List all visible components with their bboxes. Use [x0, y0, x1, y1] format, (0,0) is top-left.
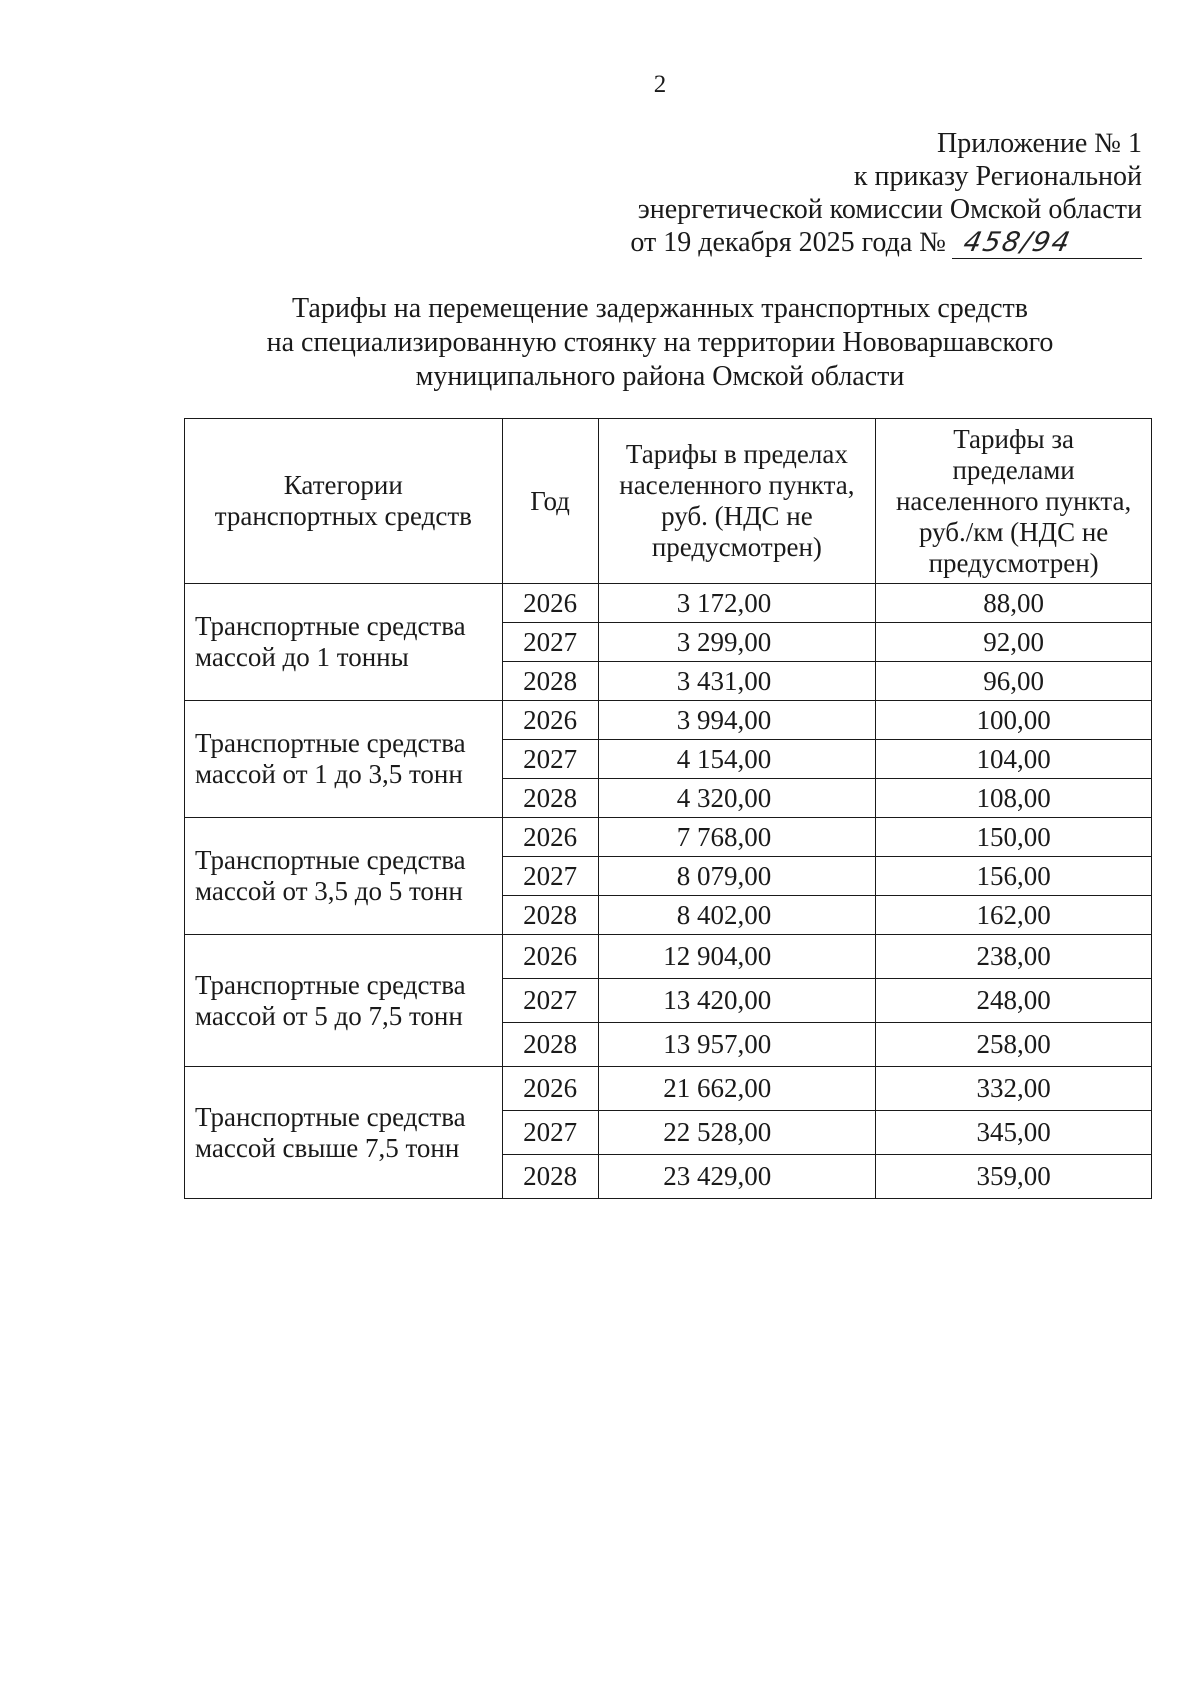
in-city-tariff-cell: 12 904,00 — [598, 935, 876, 979]
header-in-city-line: предусмотрен) — [651, 532, 822, 562]
in-city-tariff-cell: 7 768,00 — [598, 818, 876, 857]
out-city-tariff-cell: 100,00 — [876, 701, 1152, 740]
out-city-tariff-cell: 332,00 — [876, 1067, 1152, 1111]
table-row — [185, 701, 1152, 740]
appendix-order-date-line — [630, 226, 1142, 259]
appendix-title: Приложение № 1 — [937, 128, 1142, 159]
category-line: Транспортные средства — [195, 728, 466, 758]
category-line: массой от 1 до 3,5 тонн — [195, 759, 463, 789]
in-city-tariff-cell: 3 299,00 — [598, 623, 876, 662]
year-cell: 2028 — [502, 896, 598, 935]
in-city-tariff-cell: 4 320,00 — [598, 779, 876, 818]
category-line: массой от 3,5 до 5 тонн — [195, 876, 463, 906]
document-title-line-1: Тарифы на перемещение задержанных транспортных средств — [292, 293, 1028, 324]
in-city-tariff-cell: 8 079,00 — [598, 857, 876, 896]
category-line: массой до 1 тонны — [195, 642, 409, 672]
in-city-tariff-cell: 3 994,00 — [598, 701, 876, 740]
in-city-tariff-cell: 23 429,00 — [598, 1155, 876, 1199]
header-out-city-line: предусмотрен) — [928, 547, 1099, 578]
page-number: 2 — [653, 71, 667, 98]
out-city-tariff-cell: 104,00 — [876, 740, 1152, 779]
year-cell: 2027 — [502, 740, 598, 779]
tariff-table — [184, 418, 1152, 1199]
category-line: массой свыше 7,5 тонн — [195, 1132, 460, 1163]
year-cell: 2026 — [502, 818, 598, 857]
category-cell — [185, 818, 503, 935]
out-city-tariff-cell: 345,00 — [876, 1111, 1152, 1155]
table-row — [185, 818, 1152, 857]
in-city-tariff-cell: 13 957,00 — [598, 1023, 876, 1067]
header-in-city-tariff — [598, 419, 876, 584]
in-city-tariff-cell: 22 528,00 — [598, 1111, 876, 1155]
in-city-tariff-cell: 3 172,00 — [598, 584, 876, 623]
category-line: Транспортные средства — [195, 969, 466, 1000]
out-city-tariff-cell: 162,00 — [876, 896, 1152, 935]
year-cell: 2026 — [502, 1067, 598, 1111]
year-cell: 2026 — [502, 584, 598, 623]
appendix-order-date: от 19 декабря 2025 года № — [630, 227, 946, 258]
table-row — [185, 584, 1152, 623]
appendix-order-reference: к приказу Региональной — [853, 161, 1142, 192]
category-cell — [185, 584, 503, 701]
out-city-tariff-cell: 238,00 — [876, 935, 1152, 979]
category-cell — [185, 1067, 503, 1199]
header-out-city-line: пределами — [952, 454, 1075, 485]
handwritten-order-number: 458/94 — [960, 227, 1075, 258]
out-city-tariff-cell: 88,00 — [876, 584, 1152, 623]
out-city-tariff-cell: 258,00 — [876, 1023, 1152, 1067]
tariff-table-body — [185, 584, 1152, 1199]
year-cell: 2027 — [502, 623, 598, 662]
appendix-header — [630, 127, 1142, 259]
year-cell: 2028 — [502, 662, 598, 701]
in-city-tariff-cell: 13 420,00 — [598, 979, 876, 1023]
header-out-city-tariff — [876, 419, 1152, 584]
category-cell — [185, 701, 503, 818]
category-line: Транспортные средства — [195, 845, 466, 875]
year-cell: 2027 — [502, 979, 598, 1023]
in-city-tariff-cell: 4 154,00 — [598, 740, 876, 779]
in-city-tariff-cell: 21 662,00 — [598, 1067, 876, 1111]
table-row — [185, 935, 1152, 979]
header-in-city-line: Тарифы в пределах — [625, 439, 848, 469]
category-line: Транспортные средства — [195, 1101, 466, 1132]
out-city-tariff-cell: 359,00 — [876, 1155, 1152, 1199]
out-city-tariff-cell: 96,00 — [876, 662, 1152, 701]
year-cell: 2026 — [502, 701, 598, 740]
year-cell: 2027 — [502, 857, 598, 896]
header-in-city-line: населенного пункта, — [619, 470, 855, 500]
header-category-line: транспортных средств — [214, 501, 472, 531]
document-title-line-3: муниципального района Омской области — [415, 361, 905, 392]
out-city-tariff-cell: 150,00 — [876, 818, 1152, 857]
in-city-tariff-cell: 8 402,00 — [598, 896, 876, 935]
tariff-table-header — [185, 419, 1152, 584]
header-year: Год — [502, 419, 598, 584]
out-city-tariff-cell: 108,00 — [876, 779, 1152, 818]
header-category — [185, 419, 503, 584]
out-city-tariff-cell: 248,00 — [876, 979, 1152, 1023]
header-row — [185, 419, 1152, 584]
header-out-city-line: населенного пункта, — [895, 485, 1132, 516]
year-cell: 2028 — [502, 1023, 598, 1067]
category-line: массой от 5 до 7,5 тонн — [195, 1000, 463, 1031]
year-cell: 2028 — [502, 779, 598, 818]
header-out-city-line: руб./км (НДС не — [918, 516, 1109, 547]
document-title — [0, 292, 1200, 394]
header-out-city-line: Тарифы за — [953, 423, 1075, 454]
out-city-tariff-cell: 156,00 — [876, 857, 1152, 896]
appendix-commission-name: энергетической комиссии Омской области — [637, 194, 1142, 225]
order-number-field — [952, 228, 1142, 259]
header-category-line: Категории — [283, 470, 403, 500]
year-cell: 2028 — [502, 1155, 598, 1199]
table-row — [185, 1067, 1152, 1111]
year-cell: 2026 — [502, 935, 598, 979]
out-city-tariff-cell: 92,00 — [876, 623, 1152, 662]
category-cell — [185, 935, 503, 1067]
year-cell: 2027 — [502, 1111, 598, 1155]
category-line: Транспортные средства — [195, 611, 466, 641]
in-city-tariff-cell: 3 431,00 — [598, 662, 876, 701]
document-title-line-2: на специализированную стоянку на территории Нововаршавского — [266, 327, 1054, 358]
header-in-city-line: руб. (НДС не — [661, 501, 813, 531]
